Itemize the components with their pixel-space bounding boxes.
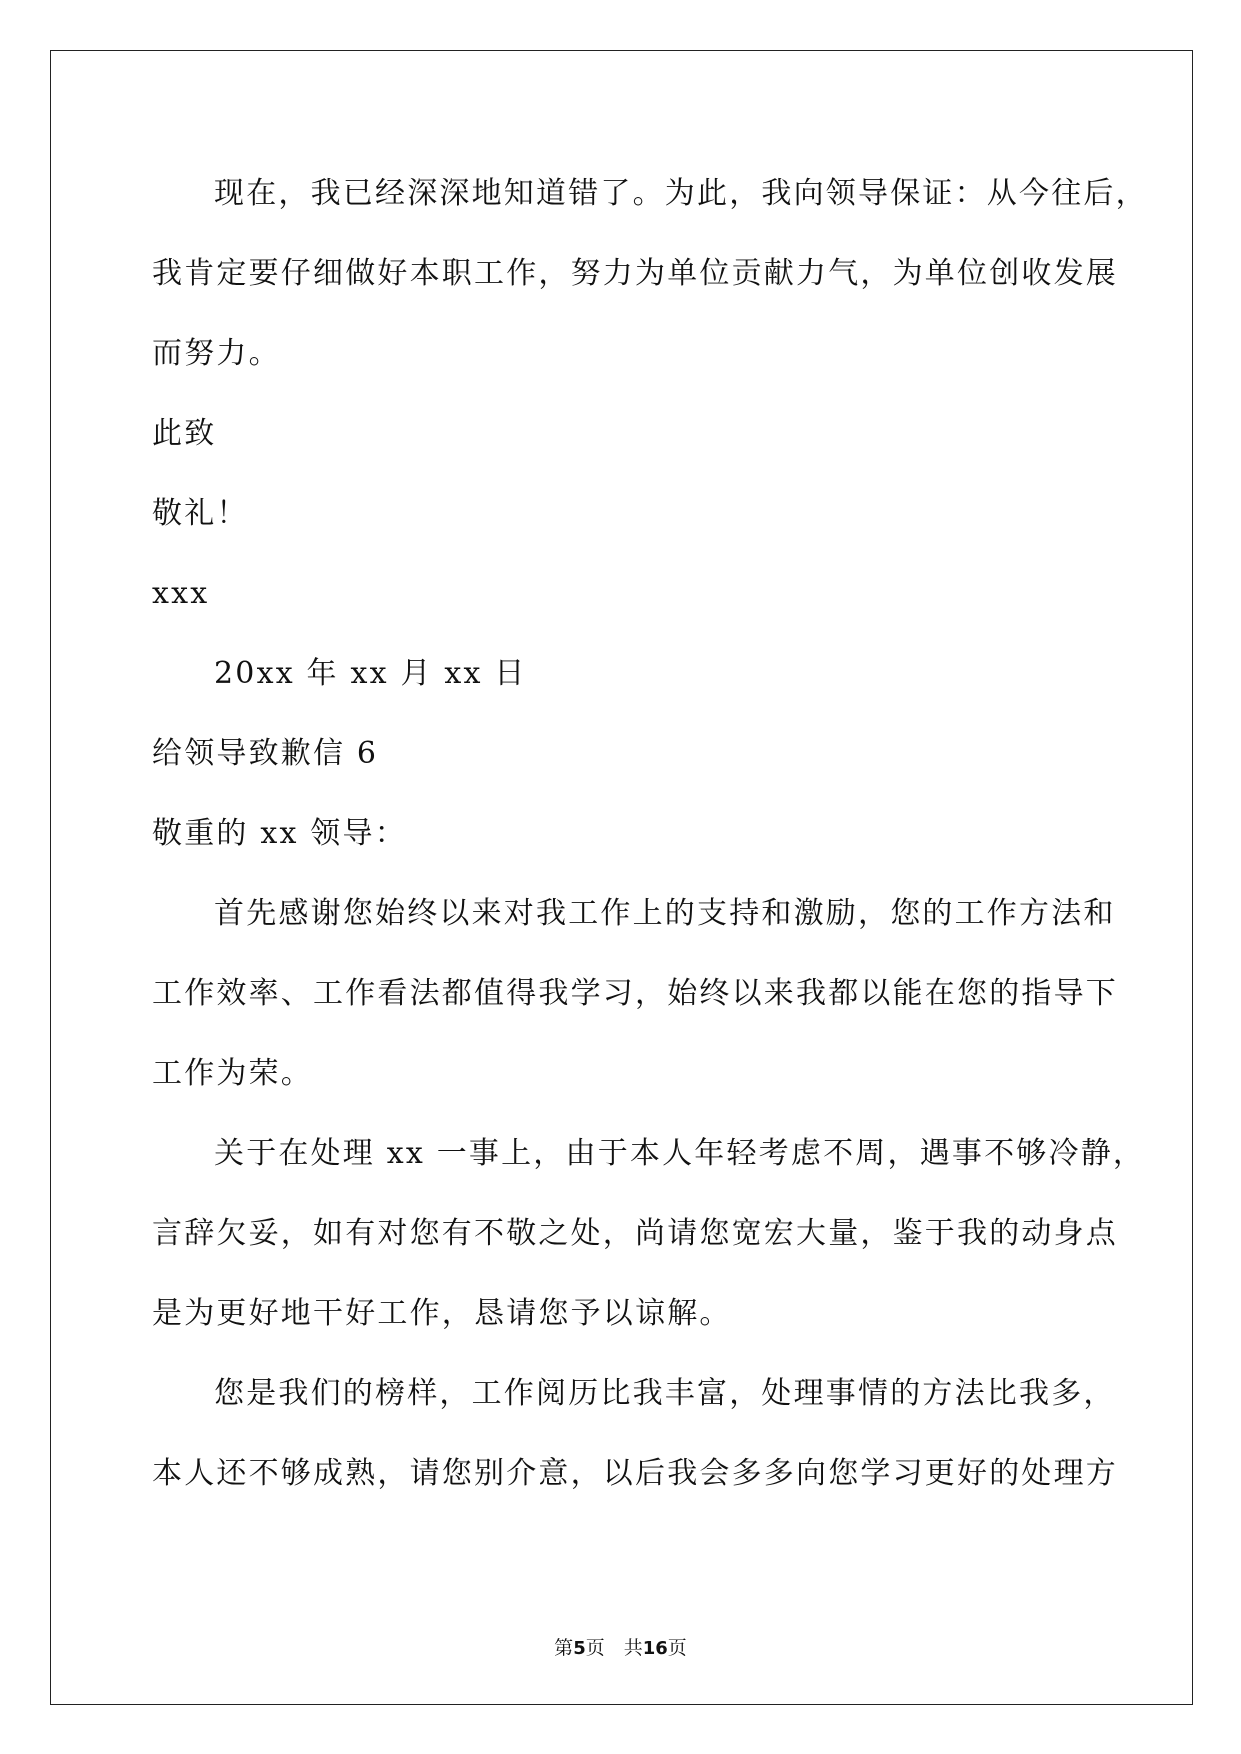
paragraph-line: 首先感谢您始终以来对我工作上的支持和激励，您的工作方法和 [214, 896, 1116, 931]
paragraph-line: 本人还不够成熟，请您别介意，以后我会多多向您学习更好的处理方 [152, 1456, 1118, 1491]
paragraph-line: 您是我们的榜样，工作阅历比我丰富，处理事情的方法比我多， [214, 1376, 1116, 1411]
signature-name: xxx [152, 576, 210, 611]
paragraph-line: 关于在处理 xx 一事上，由于本人年轻考虑不周，遇事不够冷静， [214, 1136, 1146, 1171]
total-pages-number: 16 [642, 1638, 668, 1659]
paragraph-line: 工作为荣。 [152, 1056, 313, 1091]
paragraph-line: 言辞欠妥，如有对您有不敬之处，尚请您宽宏大量，鉴于我的动身点 [152, 1216, 1118, 1251]
closing-salutation: 此致 [152, 416, 217, 451]
section-title: 给领导致歉信 6 [152, 736, 379, 771]
footer-mid: 页 共 [585, 1637, 643, 1659]
signature-date: 20xx 年 xx 月 xx 日 [214, 656, 527, 691]
footer-suffix: 页 [667, 1637, 687, 1659]
paragraph-line: 工作效率、工作看法都值得我学习，始终以来我都以能在您的指导下 [152, 976, 1118, 1011]
paragraph-line: 是为更好地干好工作，恳请您予以谅解。 [152, 1296, 732, 1331]
paragraph-line: 我肯定要仔细做好本职工作，努力为单位贡献力气，为单位创收发展 [152, 256, 1118, 291]
paragraph-line: 现在，我已经深深地知道错了。为此，我向领导保证：从今往后， [214, 176, 1148, 211]
footer-prefix: 第 [554, 1637, 574, 1659]
paragraph-line: 而努力。 [152, 336, 281, 371]
current-page-number: 5 [573, 1638, 586, 1659]
page-number-footer [0, 1636, 1241, 1661]
letter-greeting: 敬重的 xx 领导： [152, 816, 407, 851]
closing-regards: 敬礼！ [152, 496, 249, 531]
